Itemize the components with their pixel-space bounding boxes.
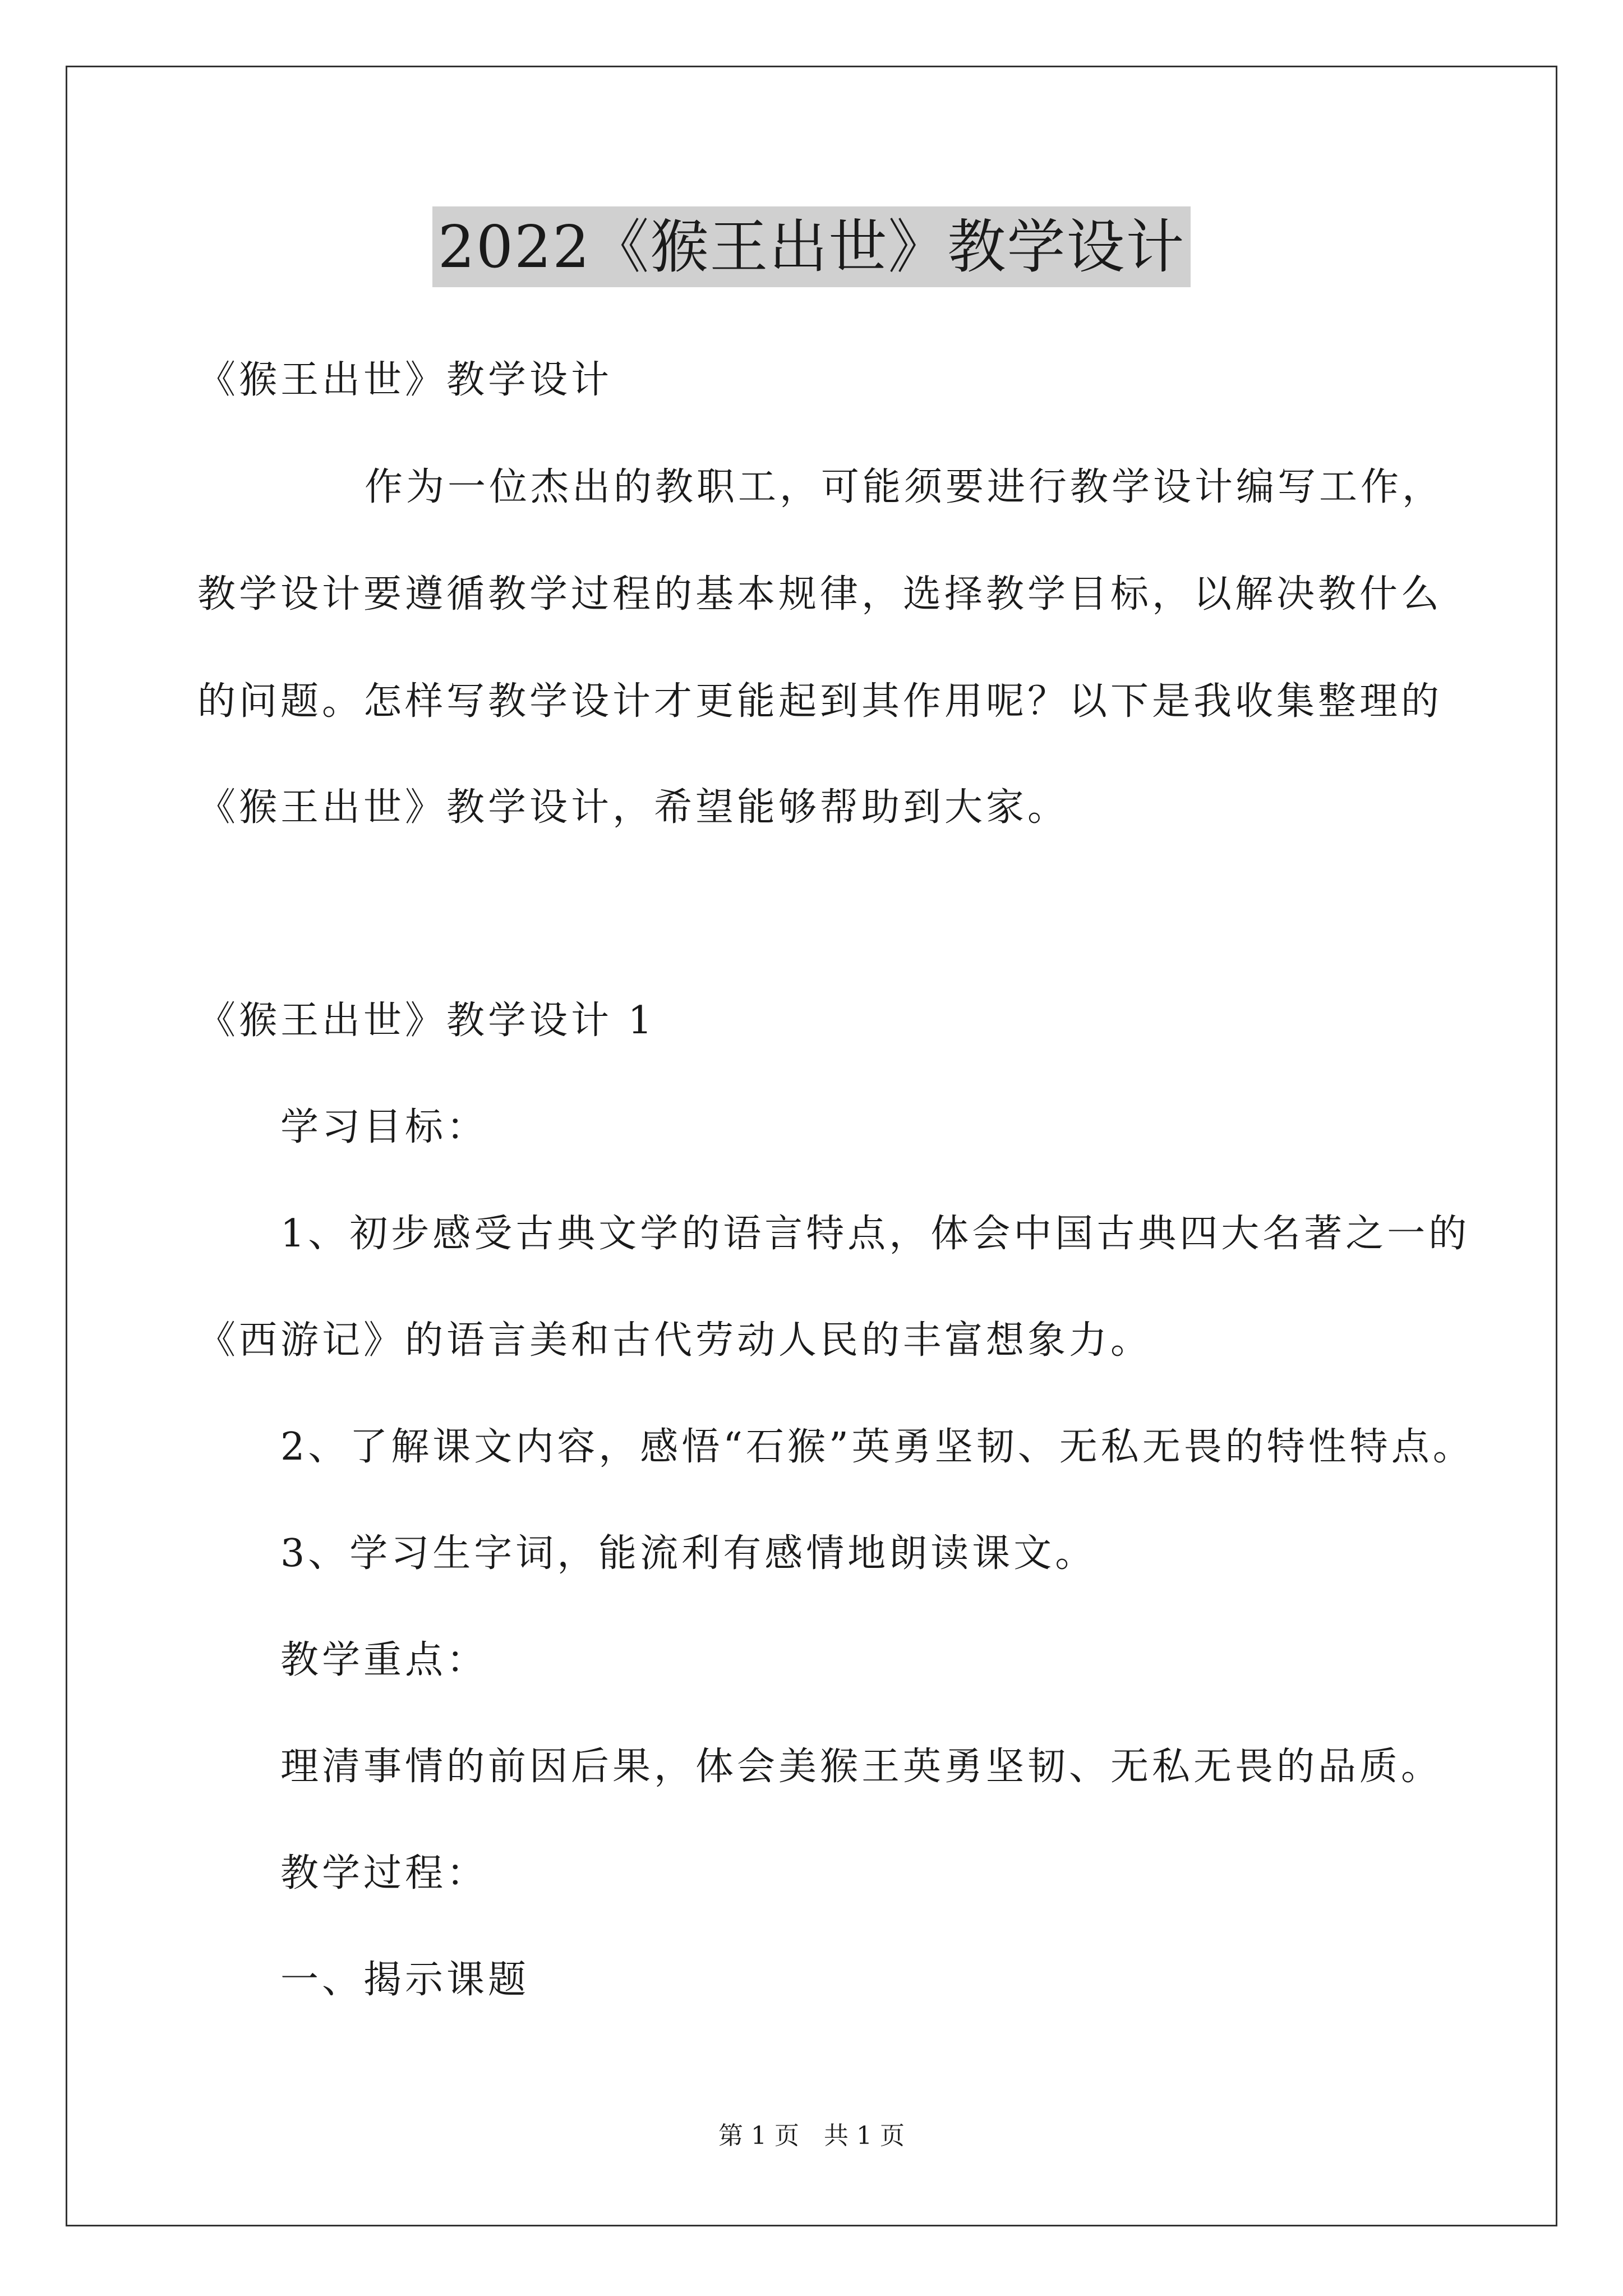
intro-paragraph-line-2: 教学设计要遵循教学过程的基本规律，选择教学目标，以解决教什么 <box>197 572 1443 616</box>
key-points-text: 理清事情的前因后果，体会美猴王英勇坚韧、无私无畏的品质。 <box>280 1745 1443 1789</box>
goal-1-line-2: 《西游记》的语言美和古代劳动人民的丰富想象力。 <box>197 1318 1152 1363</box>
goal-1-line-1: 1、初步感受古典文学的语言特点，体会中国古典四大名著之一的 <box>280 1212 1470 1256</box>
goal-3: 3、学习生字词，能流利有感情地朗读课文。 <box>280 1531 1097 1576</box>
page-footer: 第 1 页 共 1 页 <box>718 2122 905 2150</box>
section-heading: 《猴王出世》教学设计 1 <box>197 999 656 1043</box>
subtitle-line: 《猴王出世》教学设计 <box>197 358 613 402</box>
step-1-heading: 一、揭示课题 <box>280 1958 530 2002</box>
document-title: 2022《猴王出世》教学设计 <box>432 206 1191 287</box>
intro-paragraph-line-4: 《猴王出世》教学设计，希望能够帮助到大家。 <box>197 785 1069 830</box>
learning-goals-label: 学习目标： <box>280 1105 488 1149</box>
intro-paragraph-line-3: 的问题。怎样写教学设计才更能起到其作用呢？以下是我收集整理的 <box>197 679 1443 724</box>
title-container <box>0 206 1623 287</box>
goal-2: 2、了解课文内容，感悟“石猴”英勇坚韧、无私无畏的特性特点。 <box>280 1425 1474 1469</box>
key-points-label: 教学重点： <box>280 1638 488 1682</box>
intro-paragraph-line-1: 作为一位杰出的教职工，可能须要进行教学设计编写工作， <box>365 465 1444 509</box>
teaching-process-label: 教学过程： <box>280 1851 488 1895</box>
